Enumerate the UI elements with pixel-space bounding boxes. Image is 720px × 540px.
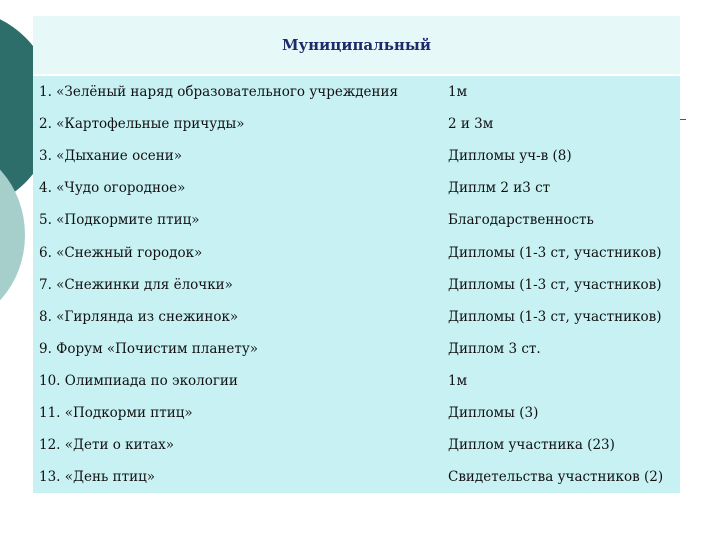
table-row xyxy=(33,76,680,108)
result-cell: Дипломы уч-в (8) xyxy=(448,148,572,165)
table-row xyxy=(33,108,680,140)
result-cell: Благодарственность xyxy=(448,212,594,229)
event-cell: 9. Форум «Почистим планету» xyxy=(39,340,259,357)
table-row xyxy=(33,140,680,172)
table-row xyxy=(33,461,680,493)
result-cell: Диплом участника (23) xyxy=(448,437,615,454)
result-cell: Дипломы (1-3 ст, участников) xyxy=(448,244,662,261)
event-cell: 1. «Зелёный наряд образовательного учреждения xyxy=(39,84,399,101)
result-cell: Свидетельства участников (2) xyxy=(448,469,664,486)
event-cell: 3. «Дыхание осени» xyxy=(39,148,183,165)
result-cell: Дипломы (1-3 ст, участников) xyxy=(448,308,662,325)
event-cell: 13. «День птиц» xyxy=(39,469,156,486)
event-cell: 8. «Гирлянда из снежинок» xyxy=(39,308,239,325)
event-cell: 7. «Снежинки для ёлочки» xyxy=(39,276,233,293)
table-row xyxy=(33,397,680,429)
event-cell: 5. «Подкормите птиц» xyxy=(39,212,200,229)
table-row xyxy=(33,172,680,204)
table-row xyxy=(33,365,680,397)
result-cell: 2 и 3м xyxy=(448,116,494,133)
event-cell: 11. «Подкорми птиц» xyxy=(39,404,193,421)
event-cell: 10. Олимпиада по экологии xyxy=(39,372,238,389)
table-row xyxy=(33,236,680,268)
result-cell: 1м xyxy=(448,84,468,101)
result-cell: Дипломы (1-3 ст, участников) xyxy=(448,276,662,293)
event-cell: 4. «Чудо огородное» xyxy=(39,180,186,197)
result-cell: Диплом 3 ст. xyxy=(448,340,541,357)
event-cell: 12. «Дети о китах» xyxy=(39,437,174,454)
table-row xyxy=(33,301,680,333)
event-cell: 2. «Картофельные причуды» xyxy=(39,116,245,133)
event-cell: 6. «Снежный городок» xyxy=(39,244,203,261)
edge-mark xyxy=(680,119,686,120)
table-row xyxy=(33,429,680,461)
result-cell: Дипломы (3) xyxy=(448,404,539,421)
result-cell: Диплм 2 и3 ст xyxy=(448,180,551,197)
table-row xyxy=(33,204,680,236)
result-cell: 1м xyxy=(448,372,468,389)
table-row xyxy=(33,269,680,301)
table-header: Муниципальный xyxy=(33,16,680,76)
table-row xyxy=(33,333,680,365)
results-table xyxy=(33,16,680,493)
